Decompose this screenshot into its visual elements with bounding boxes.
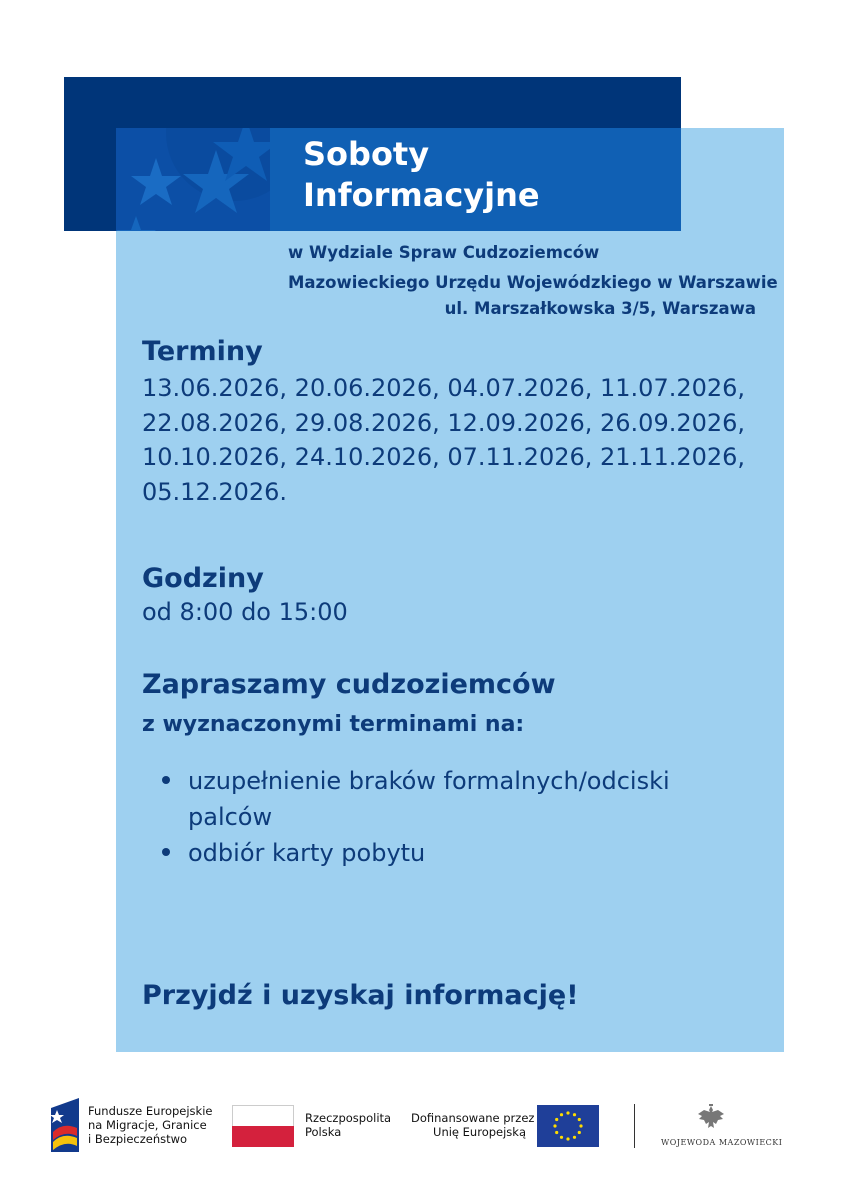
eu-flag-icon bbox=[537, 1105, 599, 1147]
footer-divider bbox=[634, 1104, 635, 1148]
polish-flag-icon bbox=[232, 1105, 294, 1147]
european-funds-text bbox=[88, 1104, 212, 1146]
title-line-2: Informacyjne bbox=[303, 176, 540, 214]
invite-section bbox=[142, 669, 762, 737]
terms-dates bbox=[142, 371, 762, 509]
title-line-1: Soboty bbox=[303, 135, 430, 173]
footer-logos bbox=[0, 1098, 848, 1154]
voivode-text: WOJEWODA MAZOWIECKI bbox=[661, 1138, 783, 1147]
european-funds-logo-icon bbox=[51, 1098, 79, 1152]
footer-text-line: Unię Europejską bbox=[433, 1125, 526, 1139]
eagle-emblem-icon bbox=[696, 1104, 726, 1132]
dates-line: 13.06.2026, 20.06.2026, 04.07.2026, 11.07.2026, bbox=[142, 374, 746, 402]
footer-text-line: Dofinansowane przez bbox=[411, 1111, 535, 1125]
dates-line: 22.08.2026, 29.08.2026, 12.09.2026, 26.09.2026, bbox=[142, 408, 746, 437]
dates-line: 05.12.2026. bbox=[142, 477, 288, 506]
page-title bbox=[303, 134, 540, 216]
eu-cofinanced-text bbox=[411, 1111, 535, 1139]
footer-text-line: Polska bbox=[305, 1125, 342, 1139]
stars-decoration-icon bbox=[116, 128, 270, 231]
subtitle-line-1: w Wydziale Spraw Cudzoziemców bbox=[288, 243, 600, 262]
dates-line: 10.10.2026, 24.10.2026, 07.11.2026, 21.11.2026, bbox=[142, 443, 746, 471]
subtitle-line-2: Mazowieckiego Urzędu Wojewódzkiego w Warszawie bbox=[288, 273, 778, 292]
closing-section bbox=[142, 980, 762, 1011]
rp-text bbox=[305, 1111, 391, 1139]
footer-text-line: i Bezpieczeństwo bbox=[88, 1132, 188, 1146]
bullet-icon bbox=[162, 848, 170, 856]
bullet-icon bbox=[162, 776, 170, 784]
invite-subheading: z wyznaczonymi terminami na: bbox=[142, 712, 525, 737]
hours-text: od 8:00 do 15:00 bbox=[142, 598, 348, 626]
footer-text-line: Fundusze Europejskie bbox=[88, 1104, 213, 1118]
invite-list bbox=[160, 763, 760, 871]
list-item bbox=[160, 763, 760, 835]
list-item bbox=[160, 835, 760, 871]
invite-heading: Zapraszamy cudzoziemców bbox=[142, 669, 556, 700]
list-item-text: odbiór karty pobytu bbox=[188, 839, 426, 867]
footer-text-line: na Migracje, Granice bbox=[88, 1118, 207, 1132]
hours-section bbox=[142, 563, 762, 626]
footer-text-line: Rzeczpospolita bbox=[305, 1111, 392, 1125]
hours-heading: Godziny bbox=[142, 563, 264, 594]
address: ul. Marszałkowska 3/5, Warszawa bbox=[444, 299, 756, 318]
closing-text: Przyjdź i uzyskaj informację! bbox=[142, 980, 579, 1011]
list-item-text: uzupełnienie braków formalnych/odciski palców bbox=[188, 767, 670, 831]
terms-section bbox=[142, 336, 762, 509]
terms-heading: Terminy bbox=[142, 336, 263, 367]
